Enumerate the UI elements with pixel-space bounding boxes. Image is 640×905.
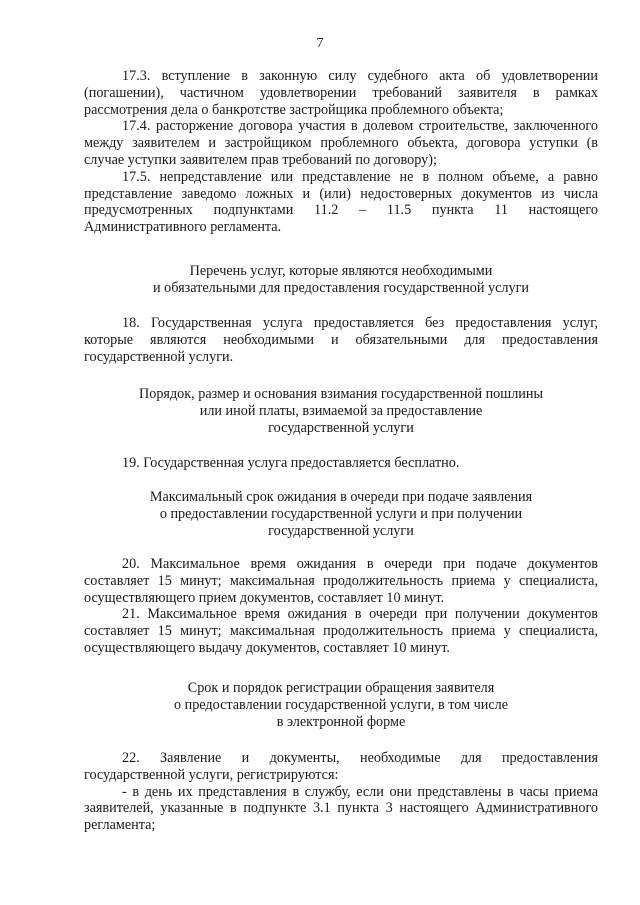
heading-registration (84, 680, 598, 730)
paragraph-17-4: 17.4. расторжение договора участия в долевом строительстве, заключенного между заявителем и застройщиком проблемного объекта, договора уступки (в случае уступки заявителем прав требований по договору); (84, 118, 598, 168)
heading-services-line-2: и обязательными для предоставления государственной услуги (152, 279, 530, 296)
paragraph-22-item: - в день их представления в службу, если они представлены в часы приема заявителей, указанные в подпункте 3.1 пункта 3 настоящего Административного регламента; (84, 783, 598, 834)
section-20-21 (84, 556, 598, 657)
heading-fee-line-1: Порядок, размер и основания взимания государственной пошлины (138, 386, 543, 402)
heading-registration-line-3: в электронной форме (276, 713, 406, 730)
heading-services-line-1: Перечень услуг, которые являются необходимыми (189, 263, 493, 279)
section-17-continuation (84, 68, 598, 236)
heading-fee-line-2: или иной платы, взимаемой за предоставление (199, 402, 483, 419)
paragraph-18: 18. Государственная услуга предоставляется без предоставления услуг, которые являются необходимыми и обязательными для предоставления государственной услуги. (84, 315, 598, 365)
heading-fee (84, 386, 598, 436)
paragraph-22: 22. Заявление и документы, необходимые для предоставления государственной услуги, регистрируются: (84, 750, 598, 783)
paragraph-20: 20. Максимальное время ожидания в очереди при подаче документов составляет 15 минут; максимальная продолжительность приема у специалиста, осуществляющего прием документов, составляет 10 минут. (84, 556, 598, 606)
heading-registration-line-2: о предоставлении государственной услуги, в том числе (173, 696, 509, 713)
section-22 (84, 750, 598, 834)
heading-services (84, 263, 598, 297)
heading-fee-line-3: государственной услуги (268, 419, 414, 436)
heading-queue (84, 489, 598, 539)
paragraph-19: 19. Государственная услуга предоставляется бесплатно. (122, 455, 460, 471)
paragraph-17-3: 17.3. вступление в законную силу судебного акта об удовлетворении (погашении), частичном удовлетворении требований заявителя в рамках рассмотрения дела о банкротстве застройщика проблемного объекта; (84, 68, 598, 118)
heading-queue-line-3: государственной услуги (268, 522, 414, 539)
heading-queue-line-2: о предоставлении государственной услуги и при получении (159, 505, 523, 522)
heading-queue-line-1: Максимальный срок ожидания в очереди при подаче заявления (149, 489, 533, 505)
page-number: 7 (316, 36, 324, 51)
section-18 (84, 315, 598, 365)
heading-registration-line-1: Срок и порядок регистрации обращения заявителя (187, 680, 495, 696)
paragraph-21: 21. Максимальное время ожидания в очереди при получении документов составляет 15 минут; максимальная продолжительность приема у специалиста, осуществляющего выдачу документов, составляет 10 минут. (84, 606, 598, 656)
section-19 (84, 455, 598, 472)
paragraph-17-5: 17.5. непредставление или представление не в полном объеме, а равно представление заведомо ложных и (или) недостоверных документов из числа предусмотренных подпунктами 11.2 – 11.5 пункта 11 настоящего Административного регламента. (84, 168, 598, 236)
